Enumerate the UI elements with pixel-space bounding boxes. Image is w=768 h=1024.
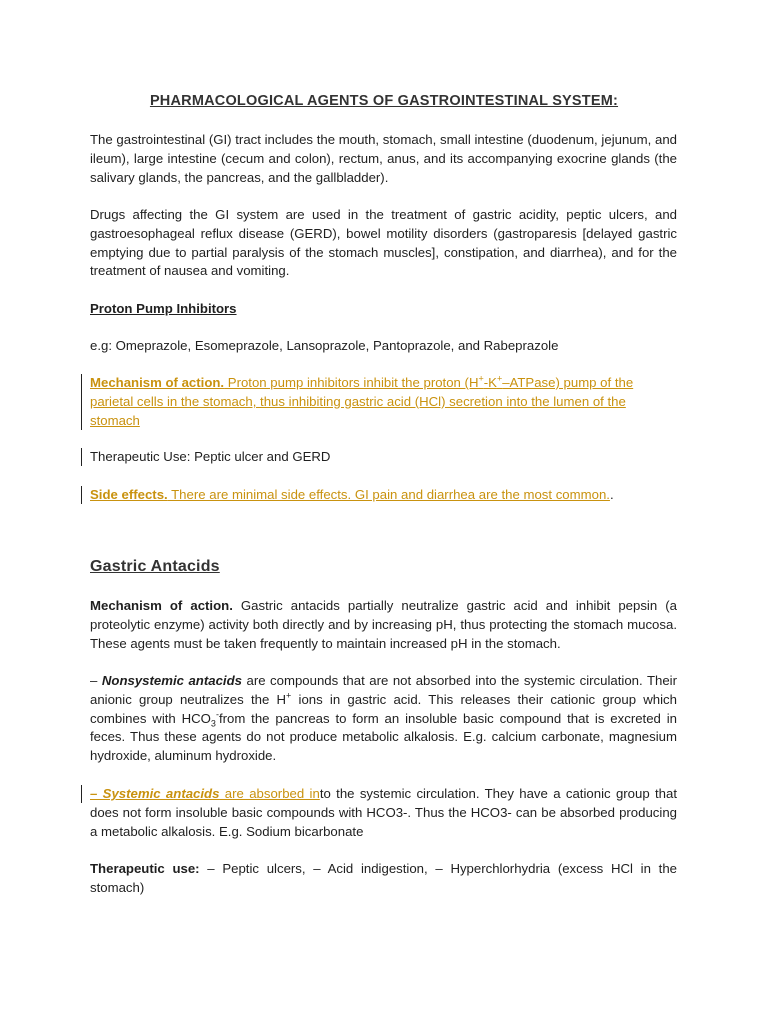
ppi-mechanism-text-c: –ATPase) pump of the parietal cells in the stomach, thus inhibiting gastric acid (HCl) secretion into the lumen of the stomach — [90, 375, 634, 428]
ppi-therapeutic-use: Therapeutic Use: Peptic ulcer and GERD — [90, 449, 331, 464]
nonsystemic-text-b: ions in gastric acid. This releases their cationic group which combines with HCO — [90, 691, 677, 726]
ppi-mechanism-text-b: -K — [483, 375, 497, 390]
ppi-sup-2: + — [496, 373, 503, 384]
ppi-side-effects-label: Side effects. — [90, 487, 168, 502]
nonsystemic-text-c: from the pancreas to form an insoluble basic compound that is excreted in feces. Thus these agents do not produce metabolic alkalosis. E.g. calcium carbonate, magnesium hydroxide, aluminum hydroxide. — [90, 710, 677, 764]
intro-paragraph-1: The gastrointestinal (GI) tract includes the mouth, stomach, small intestine (duodenum, jejunum, and ileum), large intestine (cecum and colon), rectum, anus, and its accompanying exocrine glands (the salivary glands, the pancreas, and the gallbladder). — [90, 132, 677, 185]
antacids-mechanism-label: Mechanism of action. — [90, 598, 233, 613]
antacids-mechanism-text: Gastric antacids partially neutralize gastric acid and inhibit pepsin (a proteolytic enzyme) activity both directly and by increasing pH, thus protecting the stomach mucosa. These agents must be taken frequently to maintain increased pH in the stomach. — [90, 598, 677, 651]
antacids-heading: Gastric Antacids — [90, 558, 220, 575]
nonsystemic-sub: 3 — [210, 718, 216, 729]
nonsystemic-paragraph — [90, 672, 677, 766]
systemic-text: to the systemic circulation. They have a cationic group that does not form insoluble basic compounds with HCO3-. Thus the HCO3- can be absorbed producing a metabolic alkalosis. E.g. Sodium bicarbonate — [90, 786, 678, 839]
nonsystemic-label: Nonsystemic antacids — [101, 673, 242, 688]
ppi-examples: e.g: Omeprazole, Esomeprazole, Lansoprazole, Pantoprazole, and Rabeprazole — [90, 338, 559, 353]
antacids-therapeutic-label: Therapeutic use: — [90, 861, 200, 876]
nonsystemic-sup: + — [286, 690, 292, 701]
ppi-side-effects-end: . — [609, 487, 614, 502]
systemic-tracked-text: are absorbed in — [219, 786, 320, 801]
ppi-mechanism-label: Mechanism of action. — [90, 375, 225, 390]
systemic-paragraph — [90, 785, 677, 841]
nonsystemic-text-a: are compounds that are not absorbed into the systemic circulation. Their anionic group neutralizes the H — [90, 673, 677, 707]
intro-paragraph-2: Drugs affecting the GI system are used in the treatment of gastric acidity, peptic ulcers, and gastroesophageal reflux disease (GERD), bowel motility disorders (gastroparesis [delayed gastric emptying due to partial paralysis of the stomach muscles], constipation, and diarrhea), and for the treatment of nausea and vomiting. — [90, 207, 677, 279]
ppi-sup-1: + — [478, 373, 484, 384]
ppi-side-effects-text: There are minimal side effects. GI pain and diarrhea are the most common. — [167, 487, 610, 502]
change-bar — [81, 486, 82, 504]
change-bar — [81, 448, 82, 466]
systemic-label: – Systemic antacids — [90, 786, 220, 801]
nonsystemic-sup-2: - — [215, 709, 219, 720]
ppi-mechanism-text-a: Proton pump inhibitors inhibit the proton (H — [224, 375, 479, 390]
ppi-heading: Proton Pump Inhibitors — [90, 301, 237, 316]
change-bar — [81, 785, 82, 803]
ppi-side-effects — [90, 486, 677, 505]
antacids-therapeutic-text: – Peptic ulcers, – Acid indigestion, – Hyperchlorhydria (excess HCl in the stomach) — [90, 861, 677, 895]
page-title: PHARMACOLOGICAL AGENTS OF GASTROINTESTINAL SYSTEM: — [149, 93, 619, 109]
nonsystemic-dash: – — [90, 673, 102, 688]
antacids-mechanism — [90, 597, 677, 653]
antacids-therapeutic-use — [90, 860, 677, 898]
ppi-mechanism — [90, 374, 670, 430]
change-bar — [81, 374, 82, 430]
